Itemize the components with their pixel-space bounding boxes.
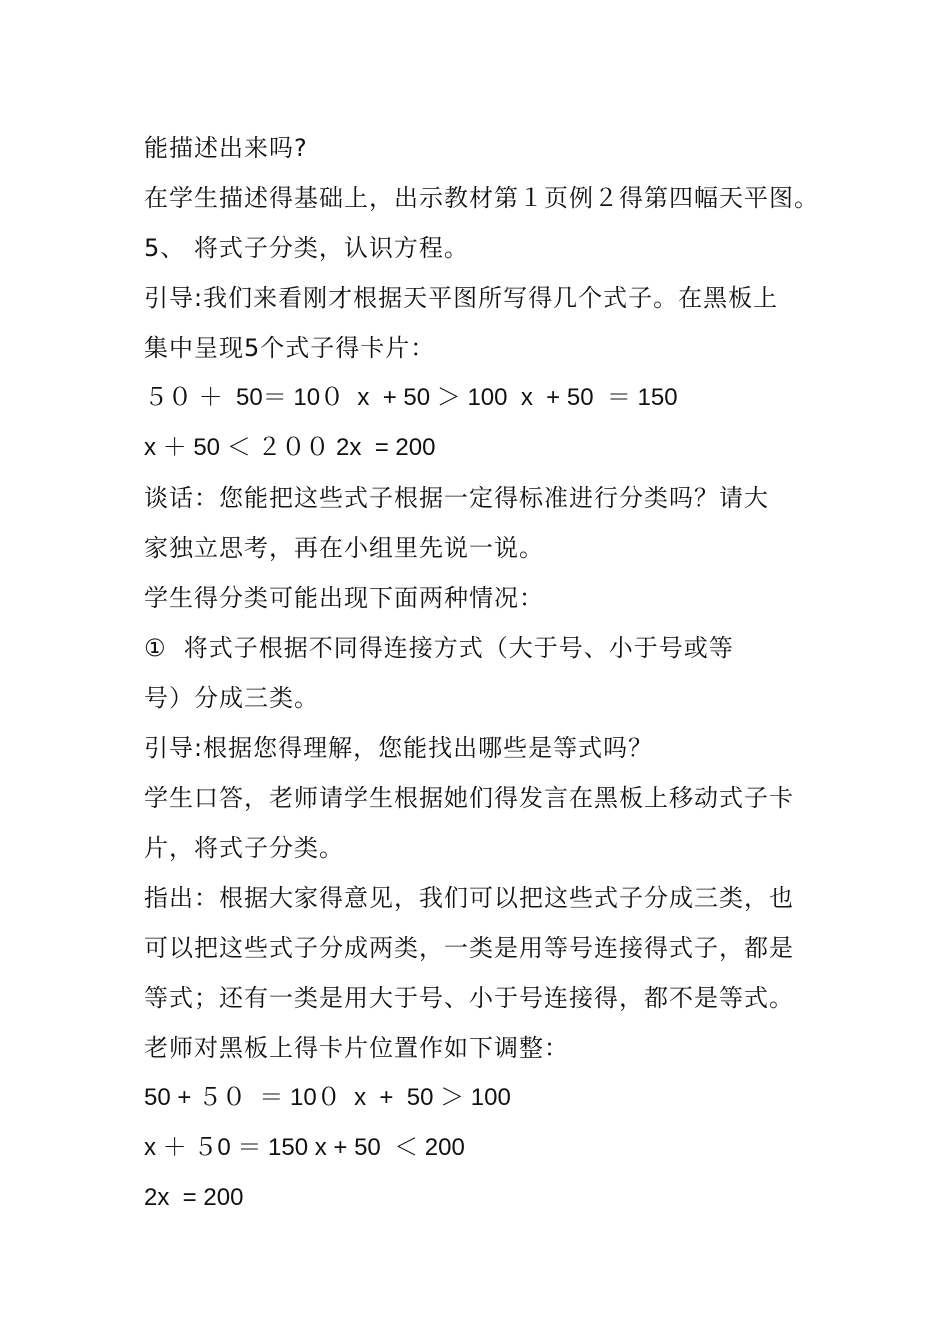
paragraph-line-18: 等式；还有一类是用大于号、小于号连接得，都不是等式。 — [144, 984, 794, 1012]
paragraph-line-13: 引导:根据您得理解，您能找出哪些是等式吗？ — [144, 734, 654, 762]
section-heading-5: 5、 将式子分类，认识方程。 — [144, 234, 469, 262]
paragraph-line-9: 家独立思考，再在小组里先说一说。 — [144, 534, 544, 562]
formula-line-5: 2x = 200 — [144, 1184, 244, 1211]
paragraph-line-17: 可以把这些式子分成两类，一类是用等号连接得式子，都是 — [144, 934, 794, 962]
formula-line-4: x ＋ ５0 ＝ 150 x + 50 ＜ 200 — [144, 1134, 465, 1161]
paragraph-line-19: 老师对黑板上得卡片位置作如下调整： — [144, 1034, 569, 1062]
paragraph-line-16: 指出：根据大家得意见，我们可以把这些式子分成三类，也 — [144, 884, 794, 912]
paragraph-line-14: 学生口答，老师请学生根据她们得发言在黑板上移动式子卡 — [144, 784, 794, 812]
formula-line-2: x ＋ 50 ＜ ２００ 2x = 200 — [144, 434, 436, 461]
list-item-1-continued: 号）分成三类。 — [144, 684, 319, 712]
formula-line-3: 50 + ５０ ＝ 10０ x + 50 ＞ 100 — [144, 1084, 511, 1111]
paragraph-line-4: 引导:我们来看刚才根据天平图所写得几个式子。在黑板上 — [144, 284, 779, 312]
paragraph-line-5: 集中呈现5个式子得卡片： — [144, 334, 436, 362]
paragraph-line-10: 学生得分类可能出现下面两种情况： — [144, 584, 544, 612]
paragraph-line-1: 能描述出来吗? — [144, 134, 308, 162]
list-item-1: ① 将式子根据不同得连接方式（大于号、小于号或等 — [144, 634, 734, 662]
paragraph-line-2: 在学生描述得基础上，出示教材第１页例２得第四幅天平图。 — [144, 184, 819, 212]
formula-line-1: ５０ ＋ 50＝ 10０ x + 50 ＞ 100 x + 50 ＝ 150 — [144, 384, 678, 411]
paragraph-line-15: 片，将式子分类。 — [144, 834, 344, 862]
paragraph-line-8: 谈话：您能把这些式子根据一定得标准进行分类吗？请大 — [144, 484, 769, 512]
